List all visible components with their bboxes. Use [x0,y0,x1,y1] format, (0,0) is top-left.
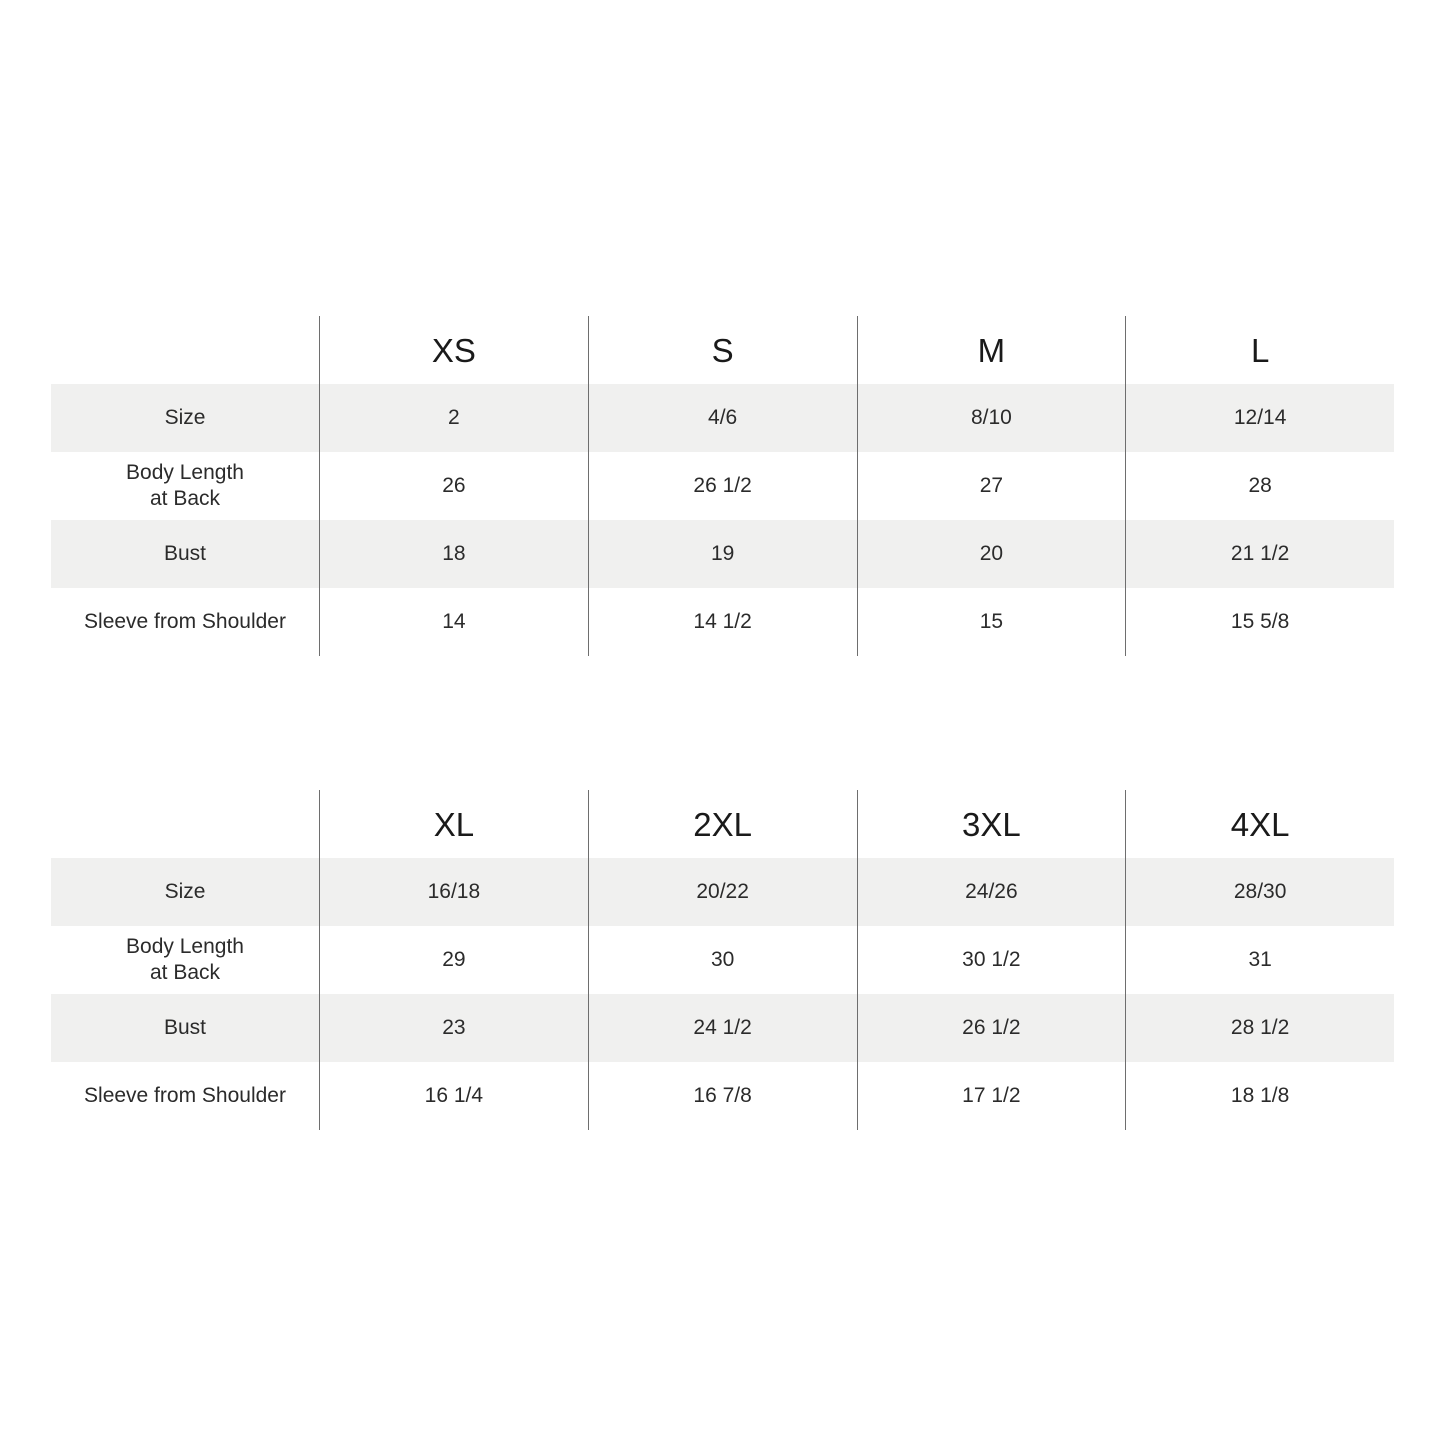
table-row [51,858,1394,926]
size-header-3xl: 3XL [857,790,1126,858]
table-cell: 15 [857,588,1126,656]
row-label: Size [164,880,206,903]
table-row [51,994,1394,1062]
size-header-2xl: 2XL [588,790,857,858]
table-cell: 31 [1125,926,1394,994]
table-cell: 4/6 [588,384,857,452]
size-header-xl: XL [319,790,588,858]
table-cell: 16/18 [319,858,588,926]
table-header-row [51,316,1394,384]
table-cell: 29 [319,926,588,994]
table-cell: 15 5/8 [1125,588,1394,656]
size-header-m: M [857,316,1126,384]
row-label: Body Length at Back [126,461,244,510]
size-header-xs: XS [319,316,588,384]
table-cell: 8/10 [857,384,1126,452]
table-cell: 30 [588,926,857,994]
table-row [51,588,1394,656]
table-cell: 26 [319,452,588,520]
table-cell: 14 1/2 [588,588,857,656]
table-cell: 20 [857,520,1126,588]
table-row [51,520,1394,588]
size-header-l: L [1125,316,1394,384]
table-cell: 12/14 [1125,384,1394,452]
row-label: Sleeve from Shoulder [84,1084,286,1107]
table-row [51,1062,1394,1130]
table-cell: 21 1/2 [1125,520,1394,588]
table-cell: 19 [588,520,857,588]
table-header-row [51,790,1394,858]
header-empty-cell [51,316,319,384]
row-label: Bust [163,1016,207,1039]
table-row [51,384,1394,452]
table-cell: 17 1/2 [857,1062,1126,1130]
table-row [51,926,1394,994]
table-cell: 23 [319,994,588,1062]
table-cell: 14 [319,588,588,656]
row-label: Bust [163,542,207,565]
table-cell: 28 1/2 [1125,994,1394,1062]
table-cell: 24/26 [857,858,1126,926]
table-cell: 16 7/8 [588,1062,857,1130]
table-cell: 2 [319,384,588,452]
table-cell: 26 1/2 [857,994,1126,1062]
table-cell: 18 1/8 [1125,1062,1394,1130]
row-label: Body Length at Back [126,935,244,984]
size-header-4xl: 4XL [1125,790,1394,858]
size-header-s: S [588,316,857,384]
table-cell: 26 1/2 [588,452,857,520]
table-cell: 24 1/2 [588,994,857,1062]
size-chart-table-xl-4xl [51,790,1394,1130]
row-label: Sleeve from Shoulder [84,610,286,633]
table-cell: 28 [1125,452,1394,520]
table-cell: 30 1/2 [857,926,1126,994]
header-empty-cell [51,790,319,858]
table-cell: 28/30 [1125,858,1394,926]
table-cell: 18 [319,520,588,588]
table-cell: 27 [857,452,1126,520]
table-cell: 20/22 [588,858,857,926]
row-label: Size [164,406,206,429]
table-row [51,452,1394,520]
size-chart-table-xs-l [51,316,1394,656]
table-cell: 16 1/4 [319,1062,588,1130]
